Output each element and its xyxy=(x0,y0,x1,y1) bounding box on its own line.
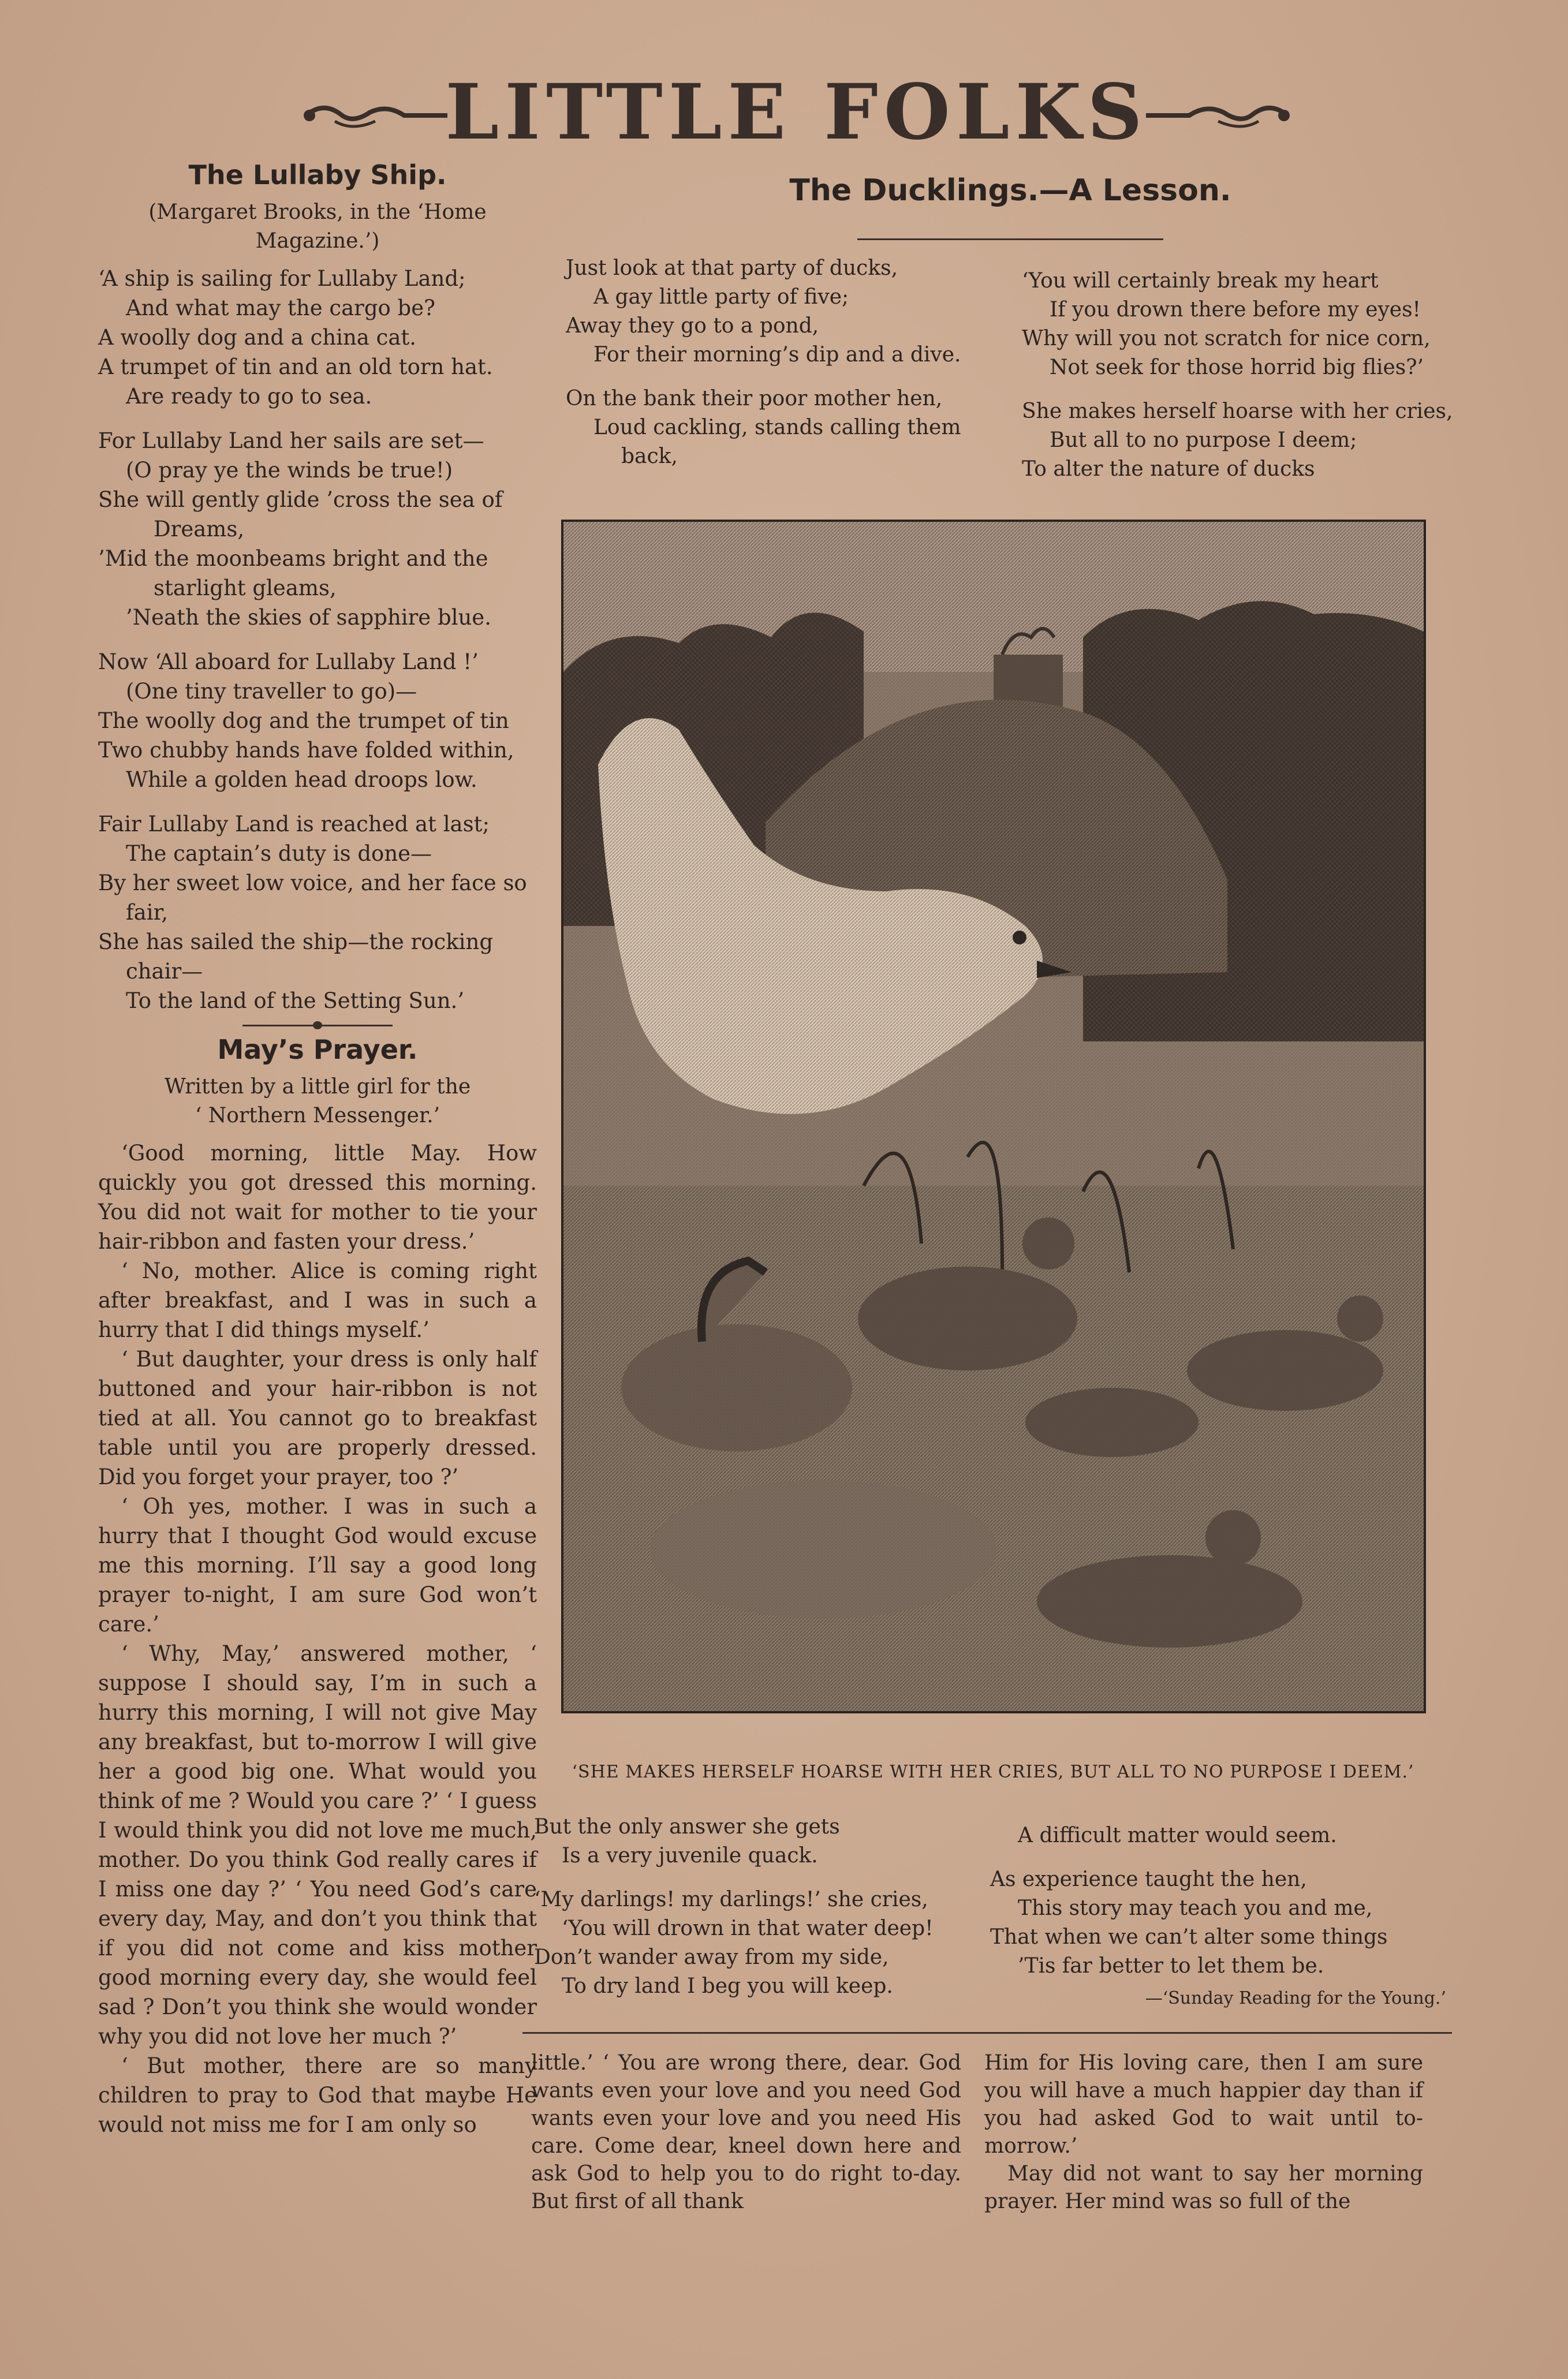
masthead-title: LITTLE FOLKS xyxy=(445,68,1148,157)
stanza: A difficult matter would seem. xyxy=(1018,1824,1337,1847)
paragraph: ‘ But daughter, your dress is only half buttoned and your hair-ribbon is not tied at all. You cannot go to breakfast table until you are properly dressed. Did you forget your prayer, too ?’ xyxy=(98,1347,537,1489)
paragraph: little.’ ‘ You are wrong there, dear. God wants even your love and you need God wants even your love and you need His care. Come dear, kneel down here and ask God to help you to do right to-day. But first of all thank xyxy=(531,2051,961,2213)
engraving-art xyxy=(563,522,1424,1711)
paragraph: ‘ Oh yes, mother. I was in such a hurry that I thought God would excuse me this morning. I’ll say a good long prayer to-night, I am sure God won’t care.’ xyxy=(98,1494,537,1637)
paragraph: ‘Good morning, little May. How quickly you got dressed this morning. You did not wait for mother to tie your hair-ribbon and fasten your dress.’ xyxy=(98,1141,537,1254)
stanza: As experience taught the hen, This story may teach you and me, That when we can’t alter some things ’Tis far better to let them be. xyxy=(990,1868,1388,1978)
stanza: Just look at that party of ducks, A gay little party of five; Away they go to a pond, For their morning’s dip and a dive. xyxy=(566,256,961,367)
stanza: ‘A ship is sailing for Lullaby Land; And what may the cargo be? A woolly dog and a china cat. A trumpet of tin and an old torn hat. Are ready to go to sea. xyxy=(98,266,493,409)
section-divider xyxy=(98,1019,537,1030)
prayer-story xyxy=(98,1138,537,2139)
prayer-attribution: Written by a little girl for the ‘ Northern Messenger.’ xyxy=(164,1075,471,1127)
prayer-continuation-column-1 xyxy=(531,2049,961,2216)
lullaby-attribution: (Margaret Brooks, in the ‘Home Magazine.’) xyxy=(148,200,487,253)
lullaby-poem xyxy=(98,264,537,1015)
stanza: For Lullaby Land her sails are set— (O pray ye the winds be true!) She will gently glide ’cross the sea of Dreams, ’Mid the moonbeams bright and the starlight gleams, ’Neath the skies of sapphire blue. xyxy=(98,428,503,630)
hen-and-ducklings-engraving xyxy=(561,520,1426,1713)
ducklings-column-3 xyxy=(534,1813,967,2016)
masthead xyxy=(300,69,1293,156)
paragraph: ‘ But mother, there are so many children to pray to God that maybe He would not miss me for I am only so xyxy=(98,2053,537,2137)
stanza: On the bank their poor mother hen, Loud cackling, stands calling them back, xyxy=(566,387,961,468)
source-credit: —‘Sunday Reading for the Young.’ xyxy=(1145,1988,1446,2008)
ducklings-column-1 xyxy=(566,254,970,486)
stanza: But the only answer she gets Is a very juvenile quack. xyxy=(534,1815,840,1868)
left-column xyxy=(98,156,537,2139)
stanza: ‘My darlings! my darlings!’ she cries, ‘You will drown in that water deep! Don’t wander away from my side, To dry land I beg you will keep. xyxy=(534,1888,934,1998)
stanza: Fair Lullaby Land is reached at last; The captain’s duty is done— By her sweet low voice, and her face so fair, She has sailed the ship—the rocking chair— To the land of the Setting Sun.’ xyxy=(98,812,527,1013)
paragraph: May did not want to say her morning prayer. Her mind was so full of the xyxy=(984,2162,1423,2213)
section-rule xyxy=(522,2032,1452,2034)
paragraph: ‘ Why, May,’ answered mother, ‘ suppose I should say, I’m in such a hurry this morning, I will not give May any breakfast, but to-morrow I will give her a good big one. What would you think of me ? Would you care ?’ ‘ I guess I would think you did not love me much, mother. Do you think God really cares if I miss one day ?’ ‘ You need God’s care every day, May, and don’t you think that if you did not come and kiss mother good morning every day, she would feel sad ? Don’t you think she would wonder why you did not love her much ?’ xyxy=(98,1641,537,2049)
scroll-ornament-right-icon xyxy=(1143,98,1293,133)
stanza: She makes herself hoarse with her cries, But all to no purpose I deem; To alter the nature of ducks xyxy=(1022,399,1453,481)
ducklings-column-2 xyxy=(1022,267,1461,499)
prayer-title: May’s Prayer. xyxy=(217,1034,418,1065)
ducklings-title: The Ducklings.—A Lesson. xyxy=(789,173,1231,208)
stanza: ‘You will certainly break my heart If you drown there before my eyes! Why will you not scratch for nice corn, Not seek for those horrid big flies?’ xyxy=(1022,269,1431,379)
stanza: Now ‘All aboard for Lullaby Land !’ (One tiny traveller to go)— The woolly dog and the trumpet of tin Two chubby hands have folded within, While a golden head droops low. xyxy=(98,649,514,792)
title-rule xyxy=(857,238,1163,240)
illustration-caption: ‘SHE MAKES HERSELF HOARSE WITH HER CRIES, BUT ALL TO NO PURPOSE I DEEM.’ xyxy=(572,1762,1414,1782)
prayer-continuation-column-2 xyxy=(984,2049,1423,2216)
ducklings-column-4 xyxy=(990,1821,1446,2013)
paragraph: Him for His loving care, then I am sure you will have a much happier day than if you had asked God to wait until to-morrow.’ xyxy=(984,2051,1423,2158)
paragraph: ‘ No, mother. Alice is coming right after breakfast, and I was in such a hurry that I did things myself.’ xyxy=(98,1258,537,1342)
lullaby-title: The Lullaby Ship. xyxy=(188,159,447,191)
